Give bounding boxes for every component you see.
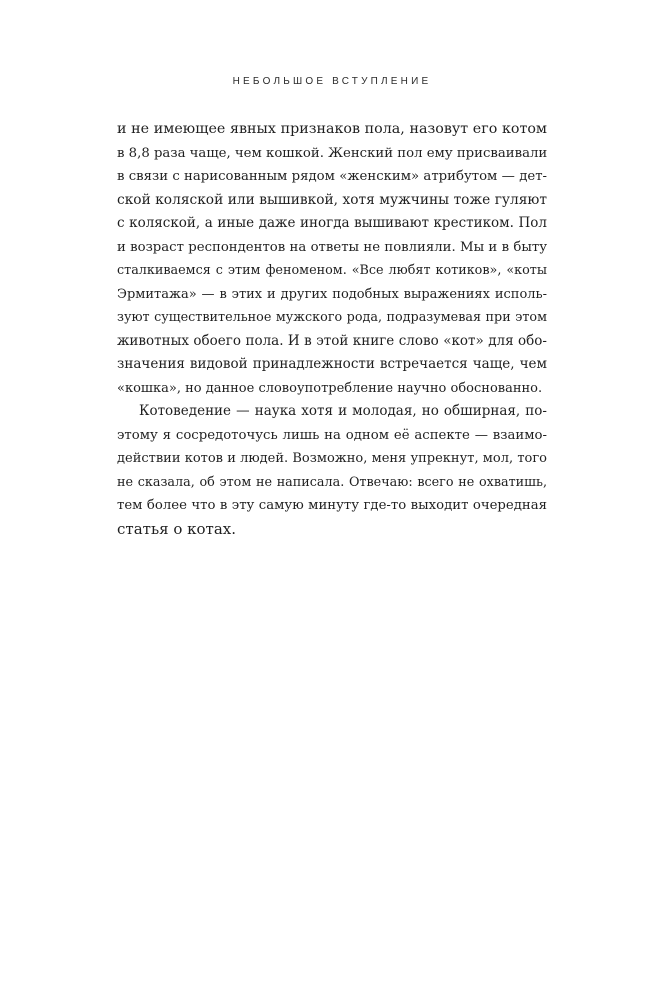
body-text [117,118,547,541]
text-line: Эрмитажа» — в этих и других подобных выражениях исполь- [117,286,547,302]
text-line: не сказала, об этом не написала. Отвечаю: всего не охватишь, [117,474,547,490]
text-line: с коляской, а иные даже иногда вышивают крестиком. Пол [117,215,547,231]
text-line: и не имеющее явных признаков пола, назовут его котом [117,121,547,137]
text-line: в связи с нарисованным рядом «женским» атрибутом — дет- [117,169,547,184]
text-line: этому я сосредоточусь лишь на одном её аспекте — взаимо- [117,427,547,443]
text-line: Котоведение — наука хотя и молодая, но обширная, по- [139,403,547,419]
text-line: зуют существительное мужского рода, подразумевая при этом [117,310,547,325]
text-line: в 8,8 раза чаще, чем кошкой. Женский пол ему присваивали [117,145,548,161]
text-line: животных обоего пола. И в этой книге слово «кот» для обо- [117,332,547,349]
text-line: «кошка», но данное словоупотребление научно обоснованно. [117,380,543,396]
running-head: НЕБОЛЬШОЕ ВСТУПЛЕНИЕ [232,76,432,87]
text-line: действии котов и людей. Возможно, меня упрекнут, мол, того [117,451,547,466]
text-line: значения видовой принадлежности встречается чаще, чем [117,356,547,372]
text-line: статья о котах. [117,519,237,538]
text-line: и возраст респондентов на ответы не повлияли. Мы и в быту [117,239,547,255]
text-line: тем более что в эту самую минуту где-то выходит очередная [117,498,547,513]
text-line: ской коляской или вышивкой, хотя мужчины тоже гуляют [117,191,547,208]
text-line: сталкиваемся с этим феноменом. «Все любят котиков», «коты [117,263,547,278]
